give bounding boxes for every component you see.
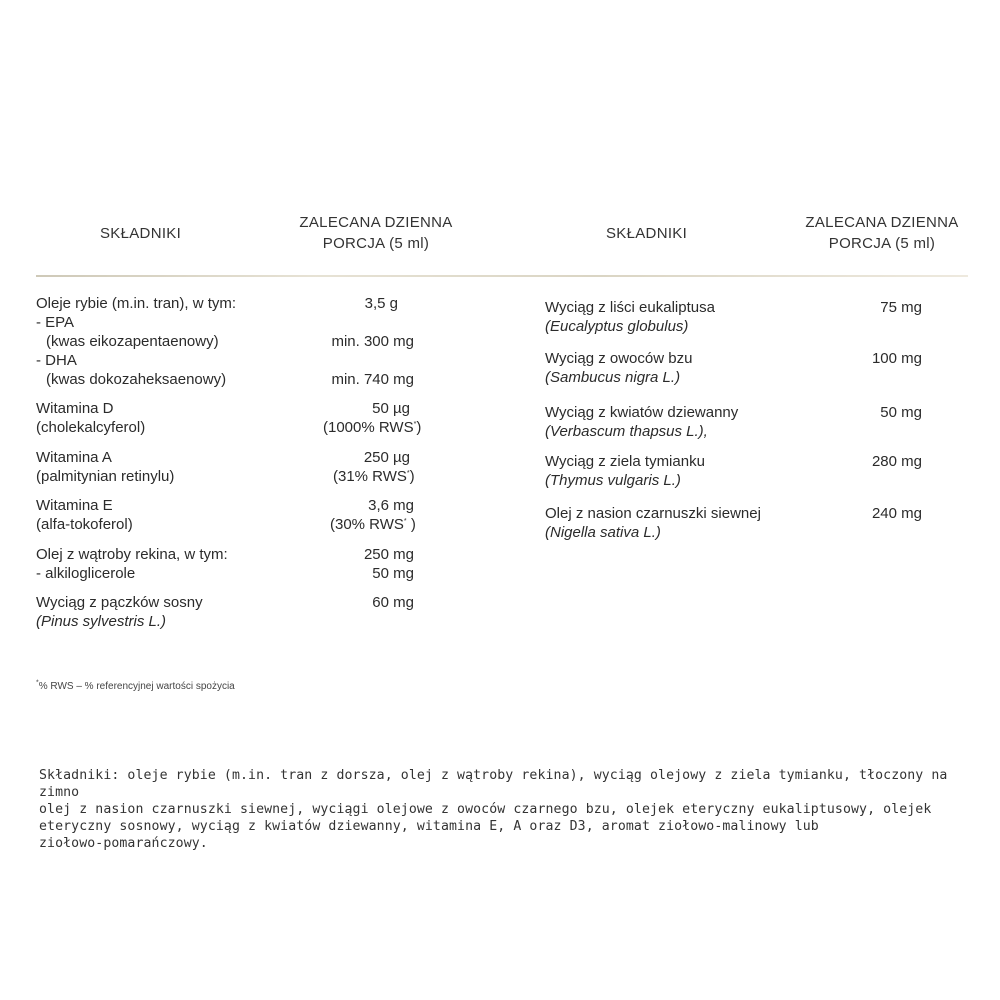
- right-row-latin-name: (Nigella sativa L.): [545, 524, 661, 541]
- right-row-latin-name: (Verbascum thapsus L.),: [545, 423, 708, 440]
- left-row-value-text: (1000% RWS: [323, 419, 414, 436]
- header-divider: [36, 275, 968, 277]
- left-dose-header-line1: ZALECANA DZIENNA: [299, 214, 453, 231]
- ingredients-paragraph: [39, 767, 969, 852]
- left-row-value: 50 mg: [372, 565, 414, 582]
- right-row-name: Olej z nasion czarnuszki siewnej: [545, 505, 761, 522]
- right-row-value: 75 mg: [880, 299, 922, 316]
- right-row-latin-name: (Sambucus nigra L.): [545, 369, 681, 386]
- right-ingredients-header: SKŁADNIKI: [606, 225, 688, 242]
- left-row-name: - alkiloglicerole: [36, 565, 136, 582]
- left-row-value: 250 µg: [363, 449, 410, 466]
- left-row-name: (cholekalcyferol): [36, 419, 146, 436]
- left-row-name: - DHA: [36, 352, 77, 369]
- left-row-value: min. 740 mg: [331, 371, 414, 388]
- right-row-value: 100 mg: [871, 350, 922, 367]
- right-row-value: 240 mg: [871, 505, 922, 522]
- ingredients-line: ziołowo-pomarańczowy.: [39, 836, 208, 851]
- left-row-name: Olej z wątroby rekina, w tym:: [36, 546, 228, 563]
- right-row-name: Wyciąg z owoców bzu: [545, 350, 693, 367]
- left-row-name: (palmitynian retinylu): [36, 468, 175, 485]
- ingredients-line: olej z nasion czarnuszki siewnej, wyciągi olejowe z owoców czarnego bzu, olejek eteryczny eukaliptusowy, olejek: [39, 802, 932, 817]
- left-row-value-close: ): [409, 468, 415, 485]
- left-row-value: [333, 467, 415, 486]
- left-row-name: Oleje rybie (m.in. tran), w tym:: [36, 295, 237, 312]
- left-row-name: Witamina A: [36, 449, 112, 466]
- right-row-name: Wyciąg z kwiatów dziewanny: [545, 404, 739, 421]
- left-dose-header-line2: PORCJA (5 ml): [322, 235, 430, 252]
- left-row-value: [330, 515, 416, 534]
- right-row-name: Wyciąg z liści eukaliptusa: [545, 299, 715, 316]
- left-row-value-close: ): [416, 419, 422, 436]
- footnote-marker: *: [36, 679, 39, 687]
- left-row-value: 3,6 mg: [368, 497, 414, 514]
- left-row-name: (alfa-tokoferol): [36, 516, 133, 533]
- left-row-value: 250 mg: [363, 546, 414, 563]
- right-row-value: 280 mg: [871, 453, 922, 470]
- ingredients-line: eteryczny sosnowy, wyciąg z kwiatów dziewanny, witamina E, A oraz D3, aromat ziołowo-malinowy lub: [39, 819, 819, 834]
- right-row-latin-name: (Eucalyptus globulus): [545, 318, 689, 335]
- rws-footnote: [36, 681, 235, 692]
- right-dose-header-line1: ZALECANA DZIENNA: [805, 214, 959, 231]
- footnote-marker: *: [406, 470, 410, 477]
- left-row-name: Witamina E: [36, 497, 113, 514]
- ingredients-line: Składniki: oleje rybie (m.in. tran z dorsza, olej z wątroby rekina), wyciąg olejowy z ziela tymianku, tłoczony na zimno: [39, 768, 948, 800]
- left-row-value: min. 300 mg: [331, 333, 414, 350]
- left-row-latin-name: (Pinus sylvestris L.): [36, 613, 167, 630]
- right-row-latin-name: (Thymus vulgaris L.): [545, 472, 681, 489]
- rws-footnote-text: % RWS – % referencyjnej wartości spożycia: [38, 681, 235, 692]
- left-row-value: [323, 418, 421, 437]
- left-row-value: 60 mg: [372, 594, 414, 611]
- left-row-value-close: ): [406, 516, 416, 533]
- right-dose-header: [792, 212, 972, 254]
- left-row-name: (kwas eikozapentaenowy): [46, 333, 219, 350]
- left-row-value-text: (31% RWS: [333, 468, 407, 485]
- left-row-name: (kwas dokozaheksaenowy): [46, 371, 227, 388]
- left-dose-header: [286, 212, 466, 254]
- right-dose-header-line2: PORCJA (5 ml): [828, 235, 936, 252]
- footnote-marker: *: [403, 518, 407, 525]
- right-row-name: Wyciąg z ziela tymianku: [545, 453, 705, 470]
- left-ingredients-header: SKŁADNIKI: [100, 225, 182, 242]
- left-row-value: 50 µg: [372, 400, 410, 417]
- left-row-name: - EPA: [36, 314, 75, 331]
- left-row-value: 3,5 g: [364, 295, 398, 312]
- left-row-name: Wyciąg z pączków sosny: [36, 594, 203, 611]
- left-row-name: Witamina D: [36, 400, 114, 417]
- right-row-value: 50 mg: [880, 404, 922, 421]
- footnote-marker: *: [413, 421, 417, 428]
- left-row-value-text: (30% RWS: [330, 516, 404, 533]
